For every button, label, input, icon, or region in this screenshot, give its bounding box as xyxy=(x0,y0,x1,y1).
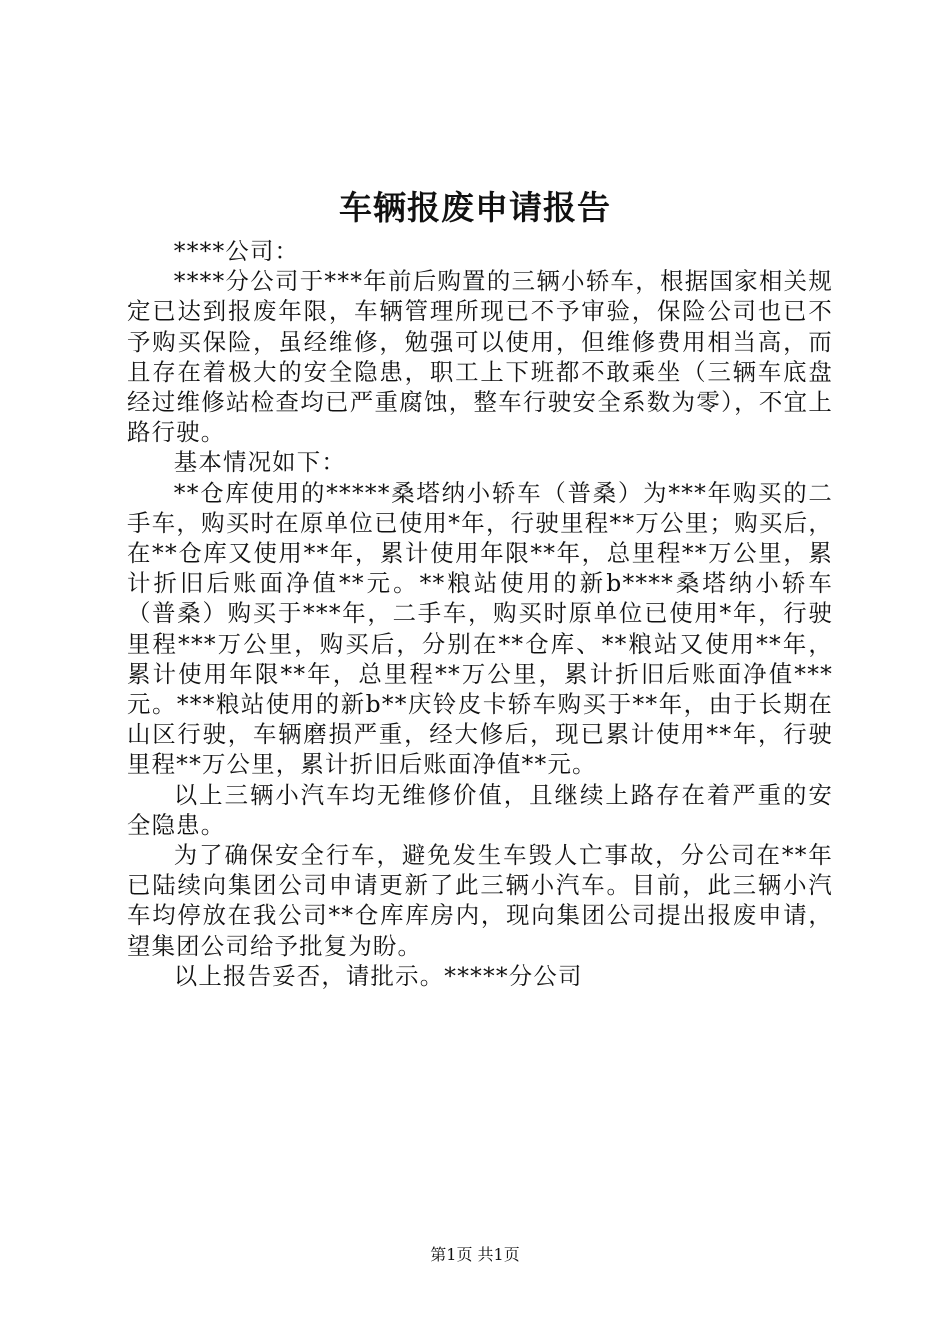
paragraph-vehicle-details: **仓库使用的*****桑塔纳小轿车（普桑）为***年购买的二手车，购买时在原单位已使用*年，行驶里程**万公里；购买后，在**仓库又使用**年，累计使用年限**年，总里程**万公里，累计折旧后账面净值**元。**粮站使用的新b****桑塔纳小轿车（普桑）购买于***年，二手车，购买时原单位已使用*年，行驶里程***万公里，购买后，分别在**仓库、**粮站又使用**年，累计使用年限**年，总里程**万公里，累计折旧后账面净值***元。***粮站使用的新b**庆铃皮卡轿车购买于**年，由于长期在山区行驶，车辆磨损严重，经大修后，现已累计使用**年，行驶里程**万公里，累计折旧后账面净值**元。 xyxy=(127,478,833,779)
paragraph-no-repair-value: 以上三辆小汽车均无维修价值，且继续上路存在着严重的安全隐患。 xyxy=(127,780,833,839)
paragraph-basic-info-heading: 基本情况如下： xyxy=(173,448,346,477)
paragraph-closing: 以上报告妥否，请批示。*****分公司 xyxy=(173,961,583,990)
salutation: ****公司： xyxy=(173,237,300,265)
document-body xyxy=(127,236,833,991)
document-title: 车辆报废申请报告 xyxy=(339,188,611,227)
page-footer: 第1页 共1页 xyxy=(430,1245,520,1264)
paragraph-request: 为了确保安全行车，避免发生车毁人亡事故，分公司在**年已陆续向集团公司申请更新了此三辆小汽车。目前，此三辆小汽车均停放在我公司**仓库库房内，现向集团公司提出报废申请，望集团公司给予批复为盼。 xyxy=(127,841,833,960)
paragraph-intro: ****分公司于***年前后购置的三辆小轿车，根据国家相关规定已达到报废年限，车辆管理所现已不予审验，保险公司也已不予购买保险，虽经维修，勉强可以使用，但维修费用相当高，而且存在着极大的安全隐患，职工上下班都不敢乘坐（三辆车底盘经过维修站检查均已严重腐蚀，整车行驶安全系数为零），不宜上路行驶。 xyxy=(127,267,833,447)
